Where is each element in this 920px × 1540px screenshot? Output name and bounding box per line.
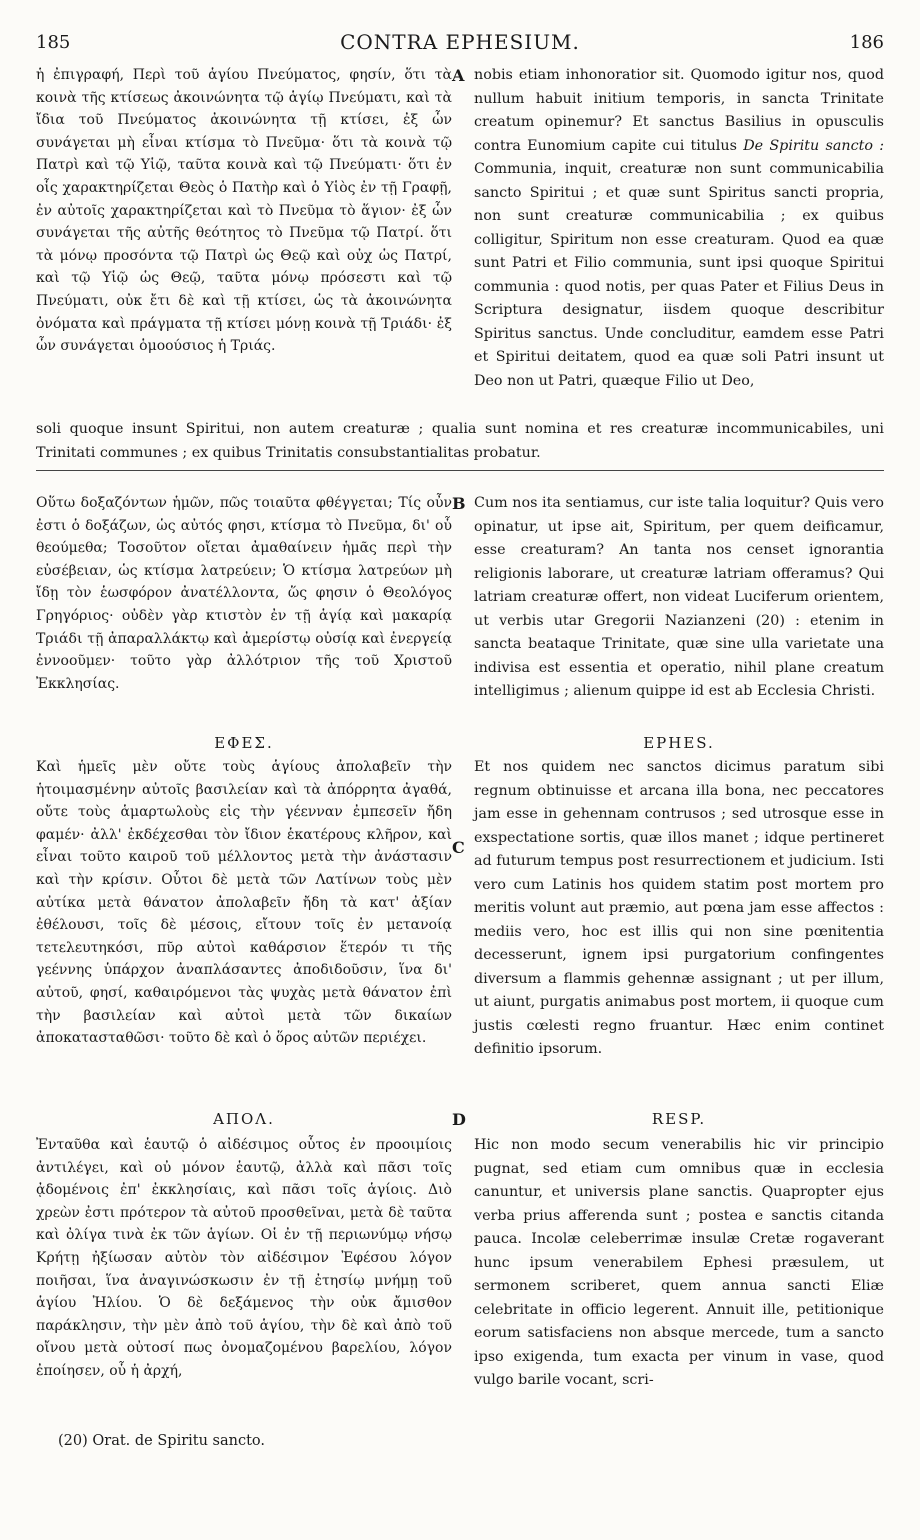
work-title: De Spiritu sancto : (743, 137, 885, 154)
latin-text-section-2 (474, 492, 884, 704)
section-divider (36, 470, 884, 471)
margin-mark-a: A (452, 66, 465, 85)
latin-text-section-1-full-width (36, 418, 884, 465)
latin-paragraph: Cum nos ita sentiamus, cur iste talia loquitur? Quis vero opinatur, ut ipse ait, Spiritum, per quem deificamur, esse creaturam? An tanta nos censet ignorantia religionis laborare, ut creaturæ latriam offeramus? Qui latriam creaturæ offert, non videat Luciferum orientem, ut verbis utar Gregorii Nazianzeni (20) : etenim in sancta beataque Trinitate, quæ sine ulla varietate una indivisa est essentia et operatio, nihil plane creatum intelligimus ; alienum quippe id est ab Ecclesia Christi. (474, 495, 884, 699)
greek-heading-ephes: ΕΦΕΣ. (214, 734, 274, 752)
latin-paragraph: nobis etiam inhonoratior sit. Quomodo igitur nos, quod nullum habuit initium temporis, in sancta Trinitate creatum opinemur? Et sanctus Basilius in opusculis contra Eunomium capite cui titulus De Spiritu sancto : Communia, inquit, creaturæ non sunt communicabilia sancto Spiritui ; et quæ sunt Spiritus sancti propria, non sunt creaturæ communicabilia ; ex quibus colligitur, Spiritum non esse creaturam. Quod ea quæ sunt Patri et Filio communia, sunt ipsi quoque Spiritui communia : quod notis, per quas Pater et Filius Deus in Scriptura designatur, iisdem quoque describitur Spiritus sanctus. Unde concluditur, eamdem esse Patri et Spiritui deitatem, quod ea quæ soli Patri insunt ut Deo non ut Patri, quæque Filio ut Deo, (474, 67, 885, 389)
greek-paragraph: Καὶ ἡμεῖς μὲν οὔτε τοὺς ἁγίους ἀπολαβεῖν τὴν ἡτοιμασμένην αὐτοῖς βασιλείαν καὶ τὰ ἀπόρρητα ἀγαθά, οὔτε τοὺς ἁμαρτωλοὺς εἰς τὴν γέενναν ἐμπεσεῖν ἤδη φαμέν· ἀλλ' ἐκδέχεσθαι τὸν ἴδιον ἑκατέρους κλῆρον, καὶ εἶναι τοῦτο καιροῦ τοῦ μέλλοντος μετὰ τὴν ἀνάστασιν καὶ τὴν κρίσιν. Οὗτοι δὲ μετὰ τῶν Λατίνων τοὺς μὲν αὐτίκα μετὰ θάνατον ἀπολαβεῖν ἤδη τὰ κατ' ἀξίαν ἐθέλουσι, τοῖς δὲ μέσοις, εἴτουν τοῖς ἐν μετανοίᾳ τετελευτηκόσι, πῦρ αὐτοὶ καθάρσιον ἕτερόν τι τῆς γεέννης ὑπάρχον ἀναπλάσαντες ἀποδιδοῦσιν, ἵνα δι' αὐτοῦ, φησί, καθαιρόμενοι τὰς ψυχὰς μετὰ θάνατον ἐπὶ τὴν βασιλείαν καὶ αὐτοὶ μετὰ τῶν δικαίων ἀποκατασταθῶσι· τοῦτο δὲ καὶ ὁ ὅρος αὐτῶν περιέχει. (36, 759, 452, 1047)
latin-text-section-1 (474, 64, 884, 393)
footnote: (20) Orat. de Spiritu sancto. (58, 1433, 266, 1449)
latin-paragraph: soli quoque insunt Spiritui, non autem creaturæ ; qualia sunt nomina et res creaturæ incommunicabiles, uni Trinitati communes ; ex quibus Trinitatis consubstantialitas probatur. (36, 421, 884, 461)
greek-paragraph: Ἐνταῦθα καὶ ἑαυτῷ ὁ αἰδέσιμος οὗτος ἐν προοιμίοις ἀντιλέγει, καὶ οὐ μόνον ἑαυτῷ, ἀλλὰ καὶ πᾶσι τοῖς ᾀδομένοις ἐπ' ἐκκλησίαις, καὶ πᾶσι τοῖς ἁγίοις. Διὸ χρεὼν ἐστι πρότερον τὰ αὐτοῦ προσθεῖναι, μετὰ δὲ ταῦτα καὶ ὀλίγα τινὰ ἐκ τῶν ἁγίων. Οἱ ἐν τῇ περιωνύμῳ νήσῳ Κρήτῃ ἠξίωσαν αὐτὸν τὸν αἰδέσιμον Ἐφέσου λόγον ποιῆσαι, ἵνα ἀναγινώσκωσιν ἐν τῇ ἐτησίῳ μνήμῃ τοῦ ἁγίου Ἠλίου. Ὁ δὲ δεξάμενος τὴν οὐκ ἄμισθον παράκλησιν, τὴν μὲν ἀπὸ τοῦ ἁγίου, τὴν δὲ καὶ ἀπὸ τοῦ οἴνου μετὰ οὐτοσί πως ὀνομαζομένου βαρελίου, λόγον ἐποίησεν, οὗ ἡ ἀρχή, (36, 1137, 452, 1379)
page-header (36, 30, 884, 64)
latin-heading-ephes: EPHES. (643, 734, 715, 752)
latin-heading-resp: RESP. (651, 1110, 707, 1128)
latin-paragraph: Hic non modo secum venerabilis hic vir principio pugnat, sed etiam cum omnibus quæ in ecclesia canuntur, et universis plane sanctis. Quapropter ejus verba prius afferenda sunt ; postea e sanctis citanda pauca. Incolæ celeberrimæ insulæ Cretæ rogaverant hunc ipsum venerabilem Ephesi præsulem, ut sermonem scriberet, quem annua sancti Eliæ celebritate in officio legerent. Annuit ille, petitionique eorum satisfaciens non absque mercede, tum a sancto ipso exigenda, tum exacta per vinum in vase, quod vulgo barile vocant, scri- (474, 1137, 884, 1388)
latin-paragraph: Et nos quidem nec sanctos dicimus paratum sibi regnum obtinuisse et arcana illa bona, nec peccatores jam esse in gehennam contrusos ; sed utrosque esse in exspectatione sortis, quæ illos manet ; idque pertineret ad futurum tempus post resurrectionem et judicium. Isti vero cum Latinis hos quidem statim post mortem pro meritis volunt aut præmio, aut pœna jam esse affectos : mediis vero, hoc est illis qui non sine pœnitentia decesserunt, ignem ipsi purgatorium confingentes diversum a flammis gehennæ assignant ; ut per illum, ut aiunt, purgatis animabus post mortem, ii quoque cum justis cœlesti regno fruantur. Hæc enim continet definitio ipsorum. (474, 759, 884, 1057)
latin-text-section-4 (474, 1134, 884, 1393)
margin-mark-b: B (452, 494, 466, 513)
greek-text-section-1 (36, 64, 452, 358)
greek-text-section-4 (36, 1134, 452, 1383)
running-title: CONTRA EPHESIUM. (340, 30, 580, 54)
page-number-right: 186 (849, 32, 884, 53)
margin-mark-d: D (452, 1110, 466, 1129)
latin-text-section-3 (474, 756, 884, 1062)
greek-paragraph: ἡ ἐπιγραφή, Περὶ τοῦ ἁγίου Πνεύματος, φησίν, ὅτι τὰ κοινὰ τῆς κτίσεως ἀκοινώνητα τῷ ἁγίῳ Πνεύματι, καὶ τὰ ἴδια τοῦ Πνεύματος ἀκοινώνητα τῇ κτίσει, ἐξ ὧν συνάγεται μὴ εἶναι κτίσμα τὸ Πνεῦμα· ὅτι τὰ κοινὰ τῷ Πατρὶ καὶ τῷ Υἱῷ, ταῦτα κοινὰ καὶ τῷ Πνεύματι· ὅτι ἐν οἷς χαρακτηρίζεται Θεὸς ὁ Πατὴρ καὶ ὁ Υἱὸς ἐν τῇ Γραφῇ, ἐν αὐτοῖς χαρακτηρίζεται καὶ τὸ Πνεῦμα τὸ ἅγιον· ἐξ ὧν συνάγεται τῆς αὐτῆς θεότητος τὸ Πνεῦμα τῷ Πατρί. ὅτι τὰ μόνῳ προσόντα τῷ Πατρὶ ὡς Θεῷ καὶ οὐχ ὡς Πατρί, καὶ τῷ Υἱῷ ὡς Θεῷ, ταῦτα μόνῳ πρόσεστι καὶ τῷ Πνεύματι, οὐκ ἔτι δὲ καὶ τῇ κτίσει, ὡς τὰ ἀκοινώνητα ὀνόματα καὶ πράγματα τῇ κτίσει μόνῃ κοινὰ τῇ Τριάδι· ἐξ ὧν συνάγεται ὁμοούσιος ἡ Τριάς. (36, 67, 452, 355)
margin-mark-c: C (452, 838, 465, 857)
greek-paragraph: Οὕτω δοξαζόντων ἡμῶν, πῶς τοιαῦτα φθέγγεται; Τίς οὖν ἐστι ὁ δοξάζων, ὡς αὐτός φησι, κτίσμα τὸ Πνεῦμα, δι' οὗ θεούμεθα; Τοσοῦτον οἴεται ἀμαθαίνειν ἡμᾶς περὶ τὴν εὐσέβειαν, ὡς κτίσμα λατρεύειν; Ὁ κτίσμα λατρεύων μὴ ἴδῃ τὸν ἑωσφόρον ἀνατέλλοντα, ὥς φησιν ὁ Θεολόγος Γρηγόριος· οὐδὲν γὰρ κτιστὸν ἐν τῇ ἁγίᾳ καὶ μακαρίᾳ Τριάδι τῇ ἀπαραλλάκτῳ καὶ ἀμερίστῳ οὐσίᾳ καὶ ἐνεργείᾳ ἐννοοῦμεν· τοῦτο γὰρ ἀλλότριον τῆς τοῦ Χριστοῦ Ἐκκλησίας. (36, 495, 452, 692)
greek-text-section-3 (36, 756, 452, 1050)
greek-text-section-2 (36, 492, 452, 695)
page-number-left: 185 (36, 32, 71, 53)
greek-heading-apol: ΑΠΟΛ. (213, 1110, 275, 1128)
